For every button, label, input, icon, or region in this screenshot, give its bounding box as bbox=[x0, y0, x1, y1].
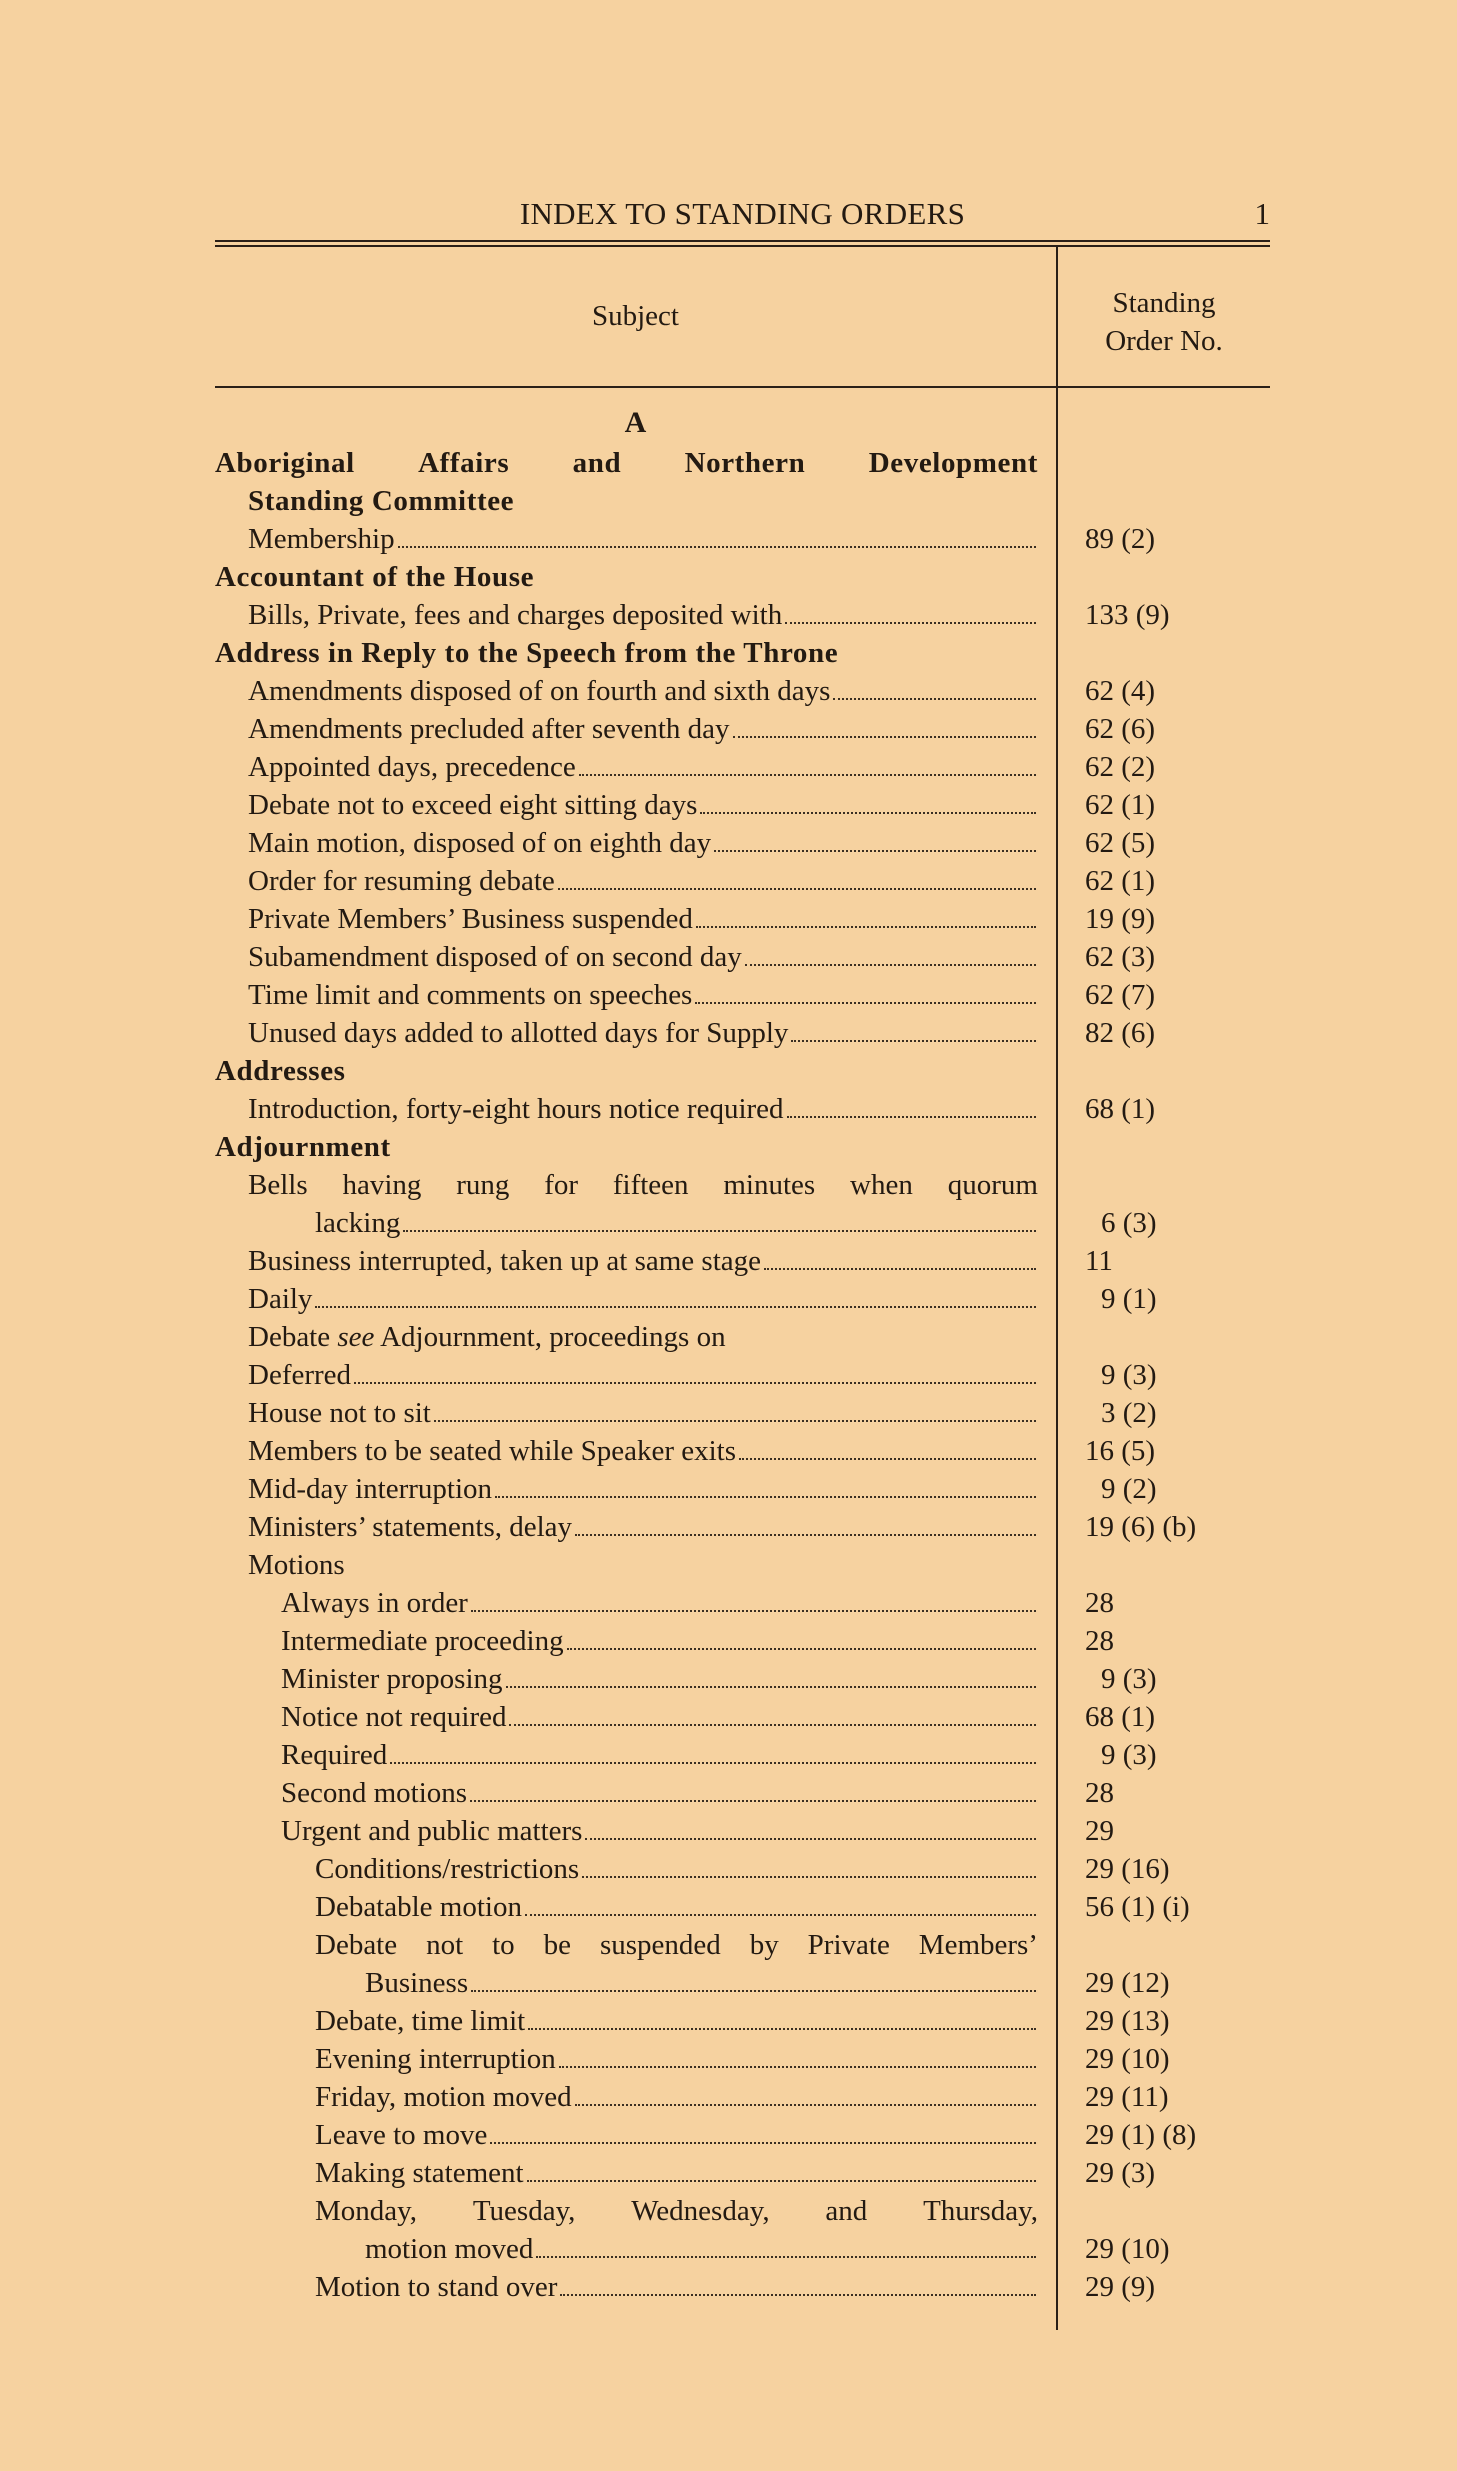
entry-ref: 62 (6) bbox=[1085, 713, 1156, 745]
index-entry bbox=[215, 1736, 1270, 1774]
entry-label: Debate bbox=[248, 1321, 331, 1353]
entry-ref: 68 (1) bbox=[1085, 1701, 1156, 1733]
entry-word: Tuesday, bbox=[472, 2195, 576, 2227]
index-entry bbox=[215, 1660, 1270, 1698]
entry-label-wrap bbox=[365, 1964, 1038, 2002]
entry-word: to bbox=[492, 1929, 515, 1961]
entry-ref: 9 (2) bbox=[1101, 1473, 1157, 1505]
entry-ref: 29 (16) bbox=[1085, 1853, 1170, 1885]
index-entry-see bbox=[215, 1318, 1270, 1356]
entry-label-wrap bbox=[281, 1812, 1038, 1850]
entry-ref: 29 (3) bbox=[1085, 2157, 1156, 2189]
entry-ref: 62 (4) bbox=[1085, 675, 1156, 707]
entry-ref: 29 bbox=[1085, 1815, 1114, 1847]
entry-ref: 16 (5) bbox=[1085, 1435, 1156, 1467]
index-entry bbox=[215, 2154, 1270, 2192]
heading-word: Northern bbox=[684, 447, 806, 479]
dot-leader bbox=[525, 1914, 1036, 1916]
entry-ref: 9 (3) bbox=[1101, 1663, 1157, 1695]
entry-label-wrap bbox=[248, 1356, 1038, 1394]
index-entry-justified bbox=[215, 1166, 1270, 1204]
page-number: 1 bbox=[1254, 196, 1270, 231]
justified-line bbox=[315, 2192, 1038, 2230]
dot-leader bbox=[471, 1610, 1036, 1612]
dot-leader bbox=[390, 1762, 1036, 1764]
dot-leader bbox=[764, 1268, 1036, 1270]
entry-label-wrap bbox=[248, 1508, 1038, 1546]
entry-ref: 29 (12) bbox=[1085, 1967, 1170, 1999]
entry-label-wrap bbox=[248, 748, 1038, 786]
entry-label-wrap bbox=[248, 862, 1038, 900]
entry-label-wrap bbox=[248, 1280, 1038, 1318]
dot-leader bbox=[791, 1040, 1036, 1042]
heading-word: and bbox=[572, 447, 622, 479]
entry-label: Deferred bbox=[248, 1359, 352, 1391]
entry-ref: 62 (7) bbox=[1085, 979, 1156, 1011]
entry-label: Ministers’ statements, delay bbox=[248, 1511, 573, 1543]
index-entry bbox=[215, 672, 1270, 710]
entry-label: Order for resuming debate bbox=[248, 865, 555, 897]
entry-label-wrap bbox=[248, 1432, 1038, 1470]
entry-label: Time limit and comments on speeches bbox=[248, 979, 693, 1011]
index-entry bbox=[215, 1394, 1270, 1432]
section-letter: A bbox=[624, 406, 647, 439]
entry-label: Business bbox=[365, 1967, 469, 1999]
entry-label-wrap bbox=[315, 1204, 1038, 1242]
entry-label-wrap bbox=[248, 1242, 1038, 1280]
index-entry bbox=[215, 976, 1270, 1014]
entry-label: Private Members’ Business suspended bbox=[248, 903, 693, 935]
entry-label-wrap bbox=[248, 1470, 1038, 1508]
entry-label-wrap bbox=[281, 1622, 1038, 1660]
entry-label: Unused days added to allotted days for Supply bbox=[248, 1017, 789, 1049]
entry-ref: 28 bbox=[1085, 1777, 1114, 1809]
index-entry bbox=[215, 1242, 1270, 1280]
entry-word: when bbox=[850, 1169, 913, 1201]
entry-ref: 29 (13) bbox=[1085, 2005, 1170, 2037]
entry-word: and bbox=[825, 2195, 868, 2227]
dot-leader bbox=[585, 1838, 1036, 1840]
entry-label-wrap bbox=[315, 2040, 1038, 2078]
entry-label: Appointed days, precedence bbox=[248, 751, 576, 783]
entry-ref: 11 bbox=[1085, 1245, 1113, 1277]
dot-leader bbox=[528, 2028, 1036, 2030]
heading-address bbox=[215, 634, 1270, 672]
entry-label: Notice not required bbox=[281, 1701, 507, 1733]
index-entry bbox=[215, 710, 1270, 748]
index-entry bbox=[215, 1584, 1270, 1622]
index-entry bbox=[215, 2230, 1270, 2268]
entry-label-wrap bbox=[315, 2154, 1038, 2192]
index-entry-justified bbox=[215, 1926, 1270, 1964]
index-entry bbox=[215, 1812, 1270, 1850]
dot-leader bbox=[509, 1724, 1036, 1726]
entry-ref: 133 (9) bbox=[1085, 599, 1170, 631]
entry-ref: 62 (2) bbox=[1085, 751, 1156, 783]
entry-word: Debate bbox=[315, 1929, 398, 1961]
entry-ref: 29 (10) bbox=[1085, 2233, 1170, 2265]
entry-ref: 29 (10) bbox=[1085, 2043, 1170, 2075]
entry-label: Business interrupted, taken up at same stage bbox=[248, 1245, 762, 1277]
entry-label: Subamendment disposed of on second day bbox=[248, 941, 742, 973]
entry-label: Membership bbox=[248, 523, 395, 555]
heading-word: Aboriginal bbox=[215, 447, 355, 479]
index-entry bbox=[215, 900, 1270, 938]
entry-label-wrap bbox=[315, 2116, 1038, 2154]
dot-leader bbox=[490, 2142, 1036, 2144]
entry-label: lacking bbox=[315, 1207, 401, 1239]
entry-ref: 3 (2) bbox=[1101, 1397, 1157, 1429]
index-entry bbox=[215, 1470, 1270, 1508]
index-entry bbox=[215, 786, 1270, 824]
see-word: see bbox=[337, 1321, 375, 1353]
index-entry-justified bbox=[215, 2192, 1270, 2230]
column-header-order-line2: Order No. bbox=[1105, 325, 1223, 357]
entry-label: House not to sit bbox=[248, 1397, 431, 1429]
entry-label-wrap bbox=[248, 1090, 1038, 1128]
entry-ref: 19 (9) bbox=[1085, 903, 1156, 935]
entry-label: Making statement bbox=[315, 2157, 524, 2189]
entry-word: having bbox=[342, 1169, 422, 1201]
dot-leader bbox=[558, 888, 1036, 890]
entry-label: Motion to stand over bbox=[315, 2271, 558, 2303]
dot-leader bbox=[470, 1800, 1036, 1802]
entry-label: Required bbox=[281, 1739, 388, 1771]
dot-leader bbox=[354, 1382, 1036, 1384]
index-entry bbox=[215, 1850, 1270, 1888]
index-entry bbox=[215, 2268, 1270, 2306]
entry-label-wrap bbox=[248, 710, 1038, 748]
dot-leader bbox=[434, 1420, 1036, 1422]
entry-label-wrap bbox=[248, 520, 1038, 558]
index-entry bbox=[215, 520, 1270, 558]
entry-label: Always in order bbox=[281, 1587, 468, 1619]
index-entry bbox=[215, 2002, 1270, 2040]
heading-text: Addresses bbox=[215, 1055, 346, 1087]
justified-line bbox=[248, 1166, 1038, 1204]
subheading-text: Motions bbox=[248, 1549, 345, 1581]
entry-ref: 29 (9) bbox=[1085, 2271, 1156, 2303]
dot-leader bbox=[582, 1876, 1036, 1878]
entry-ref: 6 (3) bbox=[1101, 1207, 1157, 1239]
index-entry bbox=[215, 2040, 1270, 2078]
entry-word: by bbox=[749, 1929, 779, 1961]
entry-word: Bells bbox=[248, 1169, 308, 1201]
dot-leader bbox=[714, 850, 1036, 852]
index-entry bbox=[215, 1356, 1270, 1394]
dot-leader bbox=[833, 698, 1036, 700]
entry-label-wrap bbox=[315, 1888, 1038, 1926]
entry-label: Second motions bbox=[281, 1777, 468, 1809]
entry-label: Bills, Private, fees and charges deposited with bbox=[248, 599, 783, 631]
dot-leader bbox=[579, 774, 1036, 776]
entry-ref: 29 (11) bbox=[1085, 2081, 1169, 2113]
page-title: INDEX TO STANDING ORDERS bbox=[519, 196, 966, 231]
entry-ref: 62 (3) bbox=[1085, 941, 1156, 973]
entry-label: Evening interruption bbox=[315, 2043, 556, 2075]
dot-leader bbox=[745, 964, 1036, 966]
index-entry bbox=[215, 1014, 1270, 1052]
column-header-subject: Subject bbox=[592, 300, 679, 332]
entry-label-wrap bbox=[248, 786, 1038, 824]
heading-word: Development bbox=[868, 447, 1038, 479]
entry-ref: 56 (1) (i) bbox=[1085, 1891, 1190, 1923]
justified-line bbox=[315, 1926, 1038, 1964]
entry-word: suspended bbox=[599, 1929, 721, 1961]
column-header-order-line1: Standing bbox=[1112, 287, 1216, 319]
entry-ref: 29 (1) (8) bbox=[1085, 2119, 1197, 2151]
entry-word: minutes bbox=[723, 1169, 816, 1201]
entry-ref: 9 (3) bbox=[1101, 1359, 1157, 1391]
index-entry bbox=[215, 824, 1270, 862]
entry-label-wrap bbox=[281, 1736, 1038, 1774]
entry-label-wrap bbox=[315, 2268, 1038, 2306]
index-entry bbox=[215, 1508, 1270, 1546]
dot-leader bbox=[506, 1686, 1036, 1688]
entry-word: Monday, bbox=[315, 2195, 418, 2227]
dot-leader bbox=[471, 1990, 1036, 1992]
entry-label: Debate not to exceed eight sitting days bbox=[248, 789, 698, 821]
entry-label-wrap bbox=[248, 672, 1038, 710]
index-entry bbox=[215, 862, 1270, 900]
see-target: Adjournment, proceedings on bbox=[380, 1321, 726, 1353]
dot-leader bbox=[787, 1116, 1036, 1118]
entry-label-wrap bbox=[281, 1698, 1038, 1736]
entry-label-wrap bbox=[248, 976, 1038, 1014]
entry-word: for bbox=[544, 1169, 579, 1201]
entry-label-wrap bbox=[315, 2002, 1038, 2040]
dot-leader bbox=[315, 1306, 1036, 1308]
entry-label-wrap bbox=[248, 1394, 1038, 1432]
heading-accountant bbox=[215, 558, 1270, 596]
dot-leader bbox=[785, 622, 1036, 624]
entry-label-wrap bbox=[248, 1014, 1038, 1052]
index-entry bbox=[215, 1888, 1270, 1926]
see-reference bbox=[248, 1318, 726, 1356]
dot-leader bbox=[527, 2180, 1036, 2182]
entry-label: Daily bbox=[248, 1283, 313, 1315]
index-entry bbox=[215, 1622, 1270, 1660]
entry-word: Thursday, bbox=[923, 2195, 1038, 2227]
entry-label: Conditions/restrictions bbox=[315, 1853, 580, 1885]
entry-ref: 28 bbox=[1085, 1625, 1114, 1657]
entry-word: Private bbox=[807, 1929, 890, 1961]
entry-ref: 9 (3) bbox=[1101, 1739, 1157, 1771]
dot-leader bbox=[733, 736, 1036, 738]
entry-ref: 62 (1) bbox=[1085, 789, 1156, 821]
entry-label-wrap bbox=[315, 1850, 1038, 1888]
index-subheading bbox=[215, 1546, 1270, 1584]
dot-leader bbox=[700, 812, 1036, 814]
dot-leader bbox=[739, 1458, 1036, 1460]
entry-ref: 62 (5) bbox=[1085, 827, 1156, 859]
heading-text: Accountant of the House bbox=[215, 561, 535, 593]
dot-leader bbox=[575, 2104, 1036, 2106]
entry-word: not bbox=[426, 1929, 464, 1961]
dot-leader bbox=[695, 1002, 1036, 1004]
entry-label-wrap bbox=[281, 1774, 1038, 1812]
entry-ref: 62 (1) bbox=[1085, 865, 1156, 897]
index-entry bbox=[215, 1964, 1270, 2002]
heading-text: Adjournment bbox=[215, 1131, 391, 1163]
entry-label-wrap bbox=[281, 1660, 1038, 1698]
entry-word: Members’ bbox=[918, 1929, 1038, 1961]
entry-word: quorum bbox=[947, 1169, 1038, 1201]
heading-addresses bbox=[215, 1052, 1270, 1090]
dot-leader bbox=[696, 926, 1036, 928]
entry-ref: 9 (1) bbox=[1101, 1283, 1157, 1315]
entry-label-wrap bbox=[315, 2078, 1038, 2116]
index-entry bbox=[215, 938, 1270, 976]
dot-leader bbox=[536, 2256, 1036, 2258]
entry-label: Urgent and public matters bbox=[281, 1815, 583, 1847]
entry-label: Intermediate proceeding bbox=[281, 1625, 564, 1657]
index-entry bbox=[215, 1774, 1270, 1812]
index-entry bbox=[215, 596, 1270, 634]
entry-ref: 28 bbox=[1085, 1587, 1114, 1619]
heading-text: Standing Committee bbox=[248, 485, 515, 517]
entry-label: Introduction, forty-eight hours notice required bbox=[248, 1093, 784, 1125]
dot-leader bbox=[567, 1648, 1036, 1650]
index-body bbox=[215, 404, 1270, 2306]
dot-leader bbox=[575, 1534, 1036, 1536]
entry-label-wrap bbox=[281, 1584, 1038, 1622]
entry-label: Friday, motion moved bbox=[315, 2081, 572, 2113]
entry-word: Wednesday, bbox=[631, 2195, 770, 2227]
dot-leader bbox=[560, 2294, 1036, 2296]
index-entry bbox=[215, 1090, 1270, 1128]
entry-label: Debatable motion bbox=[315, 1891, 522, 1923]
entry-label-wrap bbox=[365, 2230, 1038, 2268]
entry-label-wrap bbox=[248, 596, 1038, 634]
dot-leader bbox=[403, 1230, 1036, 1232]
entry-label-wrap bbox=[248, 900, 1038, 938]
entry-word: rung bbox=[456, 1169, 510, 1201]
index-entry bbox=[215, 1698, 1270, 1736]
entry-word: be bbox=[543, 1929, 571, 1961]
heading-adjournment bbox=[215, 1128, 1270, 1166]
entry-label: Members to be seated while Speaker exits bbox=[248, 1435, 737, 1467]
entry-label: Mid-day interruption bbox=[248, 1473, 493, 1505]
column-header-rule bbox=[215, 386, 1270, 388]
entry-label: Amendments precluded after seventh day bbox=[248, 713, 730, 745]
entry-label: Minister proposing bbox=[281, 1663, 503, 1695]
entry-label-wrap bbox=[248, 824, 1038, 862]
entry-label: Main motion, disposed of on eighth day bbox=[248, 827, 712, 859]
index-entry bbox=[215, 2078, 1270, 2116]
heading-word: Affairs bbox=[418, 447, 510, 479]
index-entry bbox=[215, 1204, 1270, 1242]
page-header bbox=[215, 196, 1270, 236]
entry-label: Debate, time limit bbox=[315, 2005, 526, 2037]
entry-ref: 68 (1) bbox=[1085, 1093, 1156, 1125]
index-entry bbox=[215, 2116, 1270, 2154]
index-entry bbox=[215, 1280, 1270, 1318]
entry-ref: 82 (6) bbox=[1085, 1017, 1156, 1049]
entry-ref: 19 (6) (b) bbox=[1085, 1511, 1197, 1543]
header-double-rule bbox=[215, 240, 1270, 247]
dot-leader bbox=[559, 2066, 1036, 2068]
entry-label: Leave to move bbox=[315, 2119, 488, 2151]
entry-label: motion moved bbox=[365, 2233, 534, 2265]
index-entry bbox=[215, 748, 1270, 786]
entry-word: fifteen bbox=[612, 1169, 689, 1201]
column-header-order bbox=[1058, 284, 1270, 360]
entry-ref: 89 (2) bbox=[1085, 523, 1156, 555]
heading-aboriginal-affairs-cont bbox=[215, 482, 1270, 520]
dot-leader bbox=[495, 1496, 1036, 1498]
entry-label-wrap bbox=[248, 938, 1038, 976]
index-entry bbox=[215, 1432, 1270, 1470]
heading-aboriginal-affairs bbox=[215, 444, 1270, 482]
entry-label: Amendments disposed of on fourth and sixth days bbox=[248, 675, 831, 707]
heading-text: Address in Reply to the Speech from the Throne bbox=[215, 637, 839, 669]
dot-leader bbox=[398, 546, 1036, 548]
